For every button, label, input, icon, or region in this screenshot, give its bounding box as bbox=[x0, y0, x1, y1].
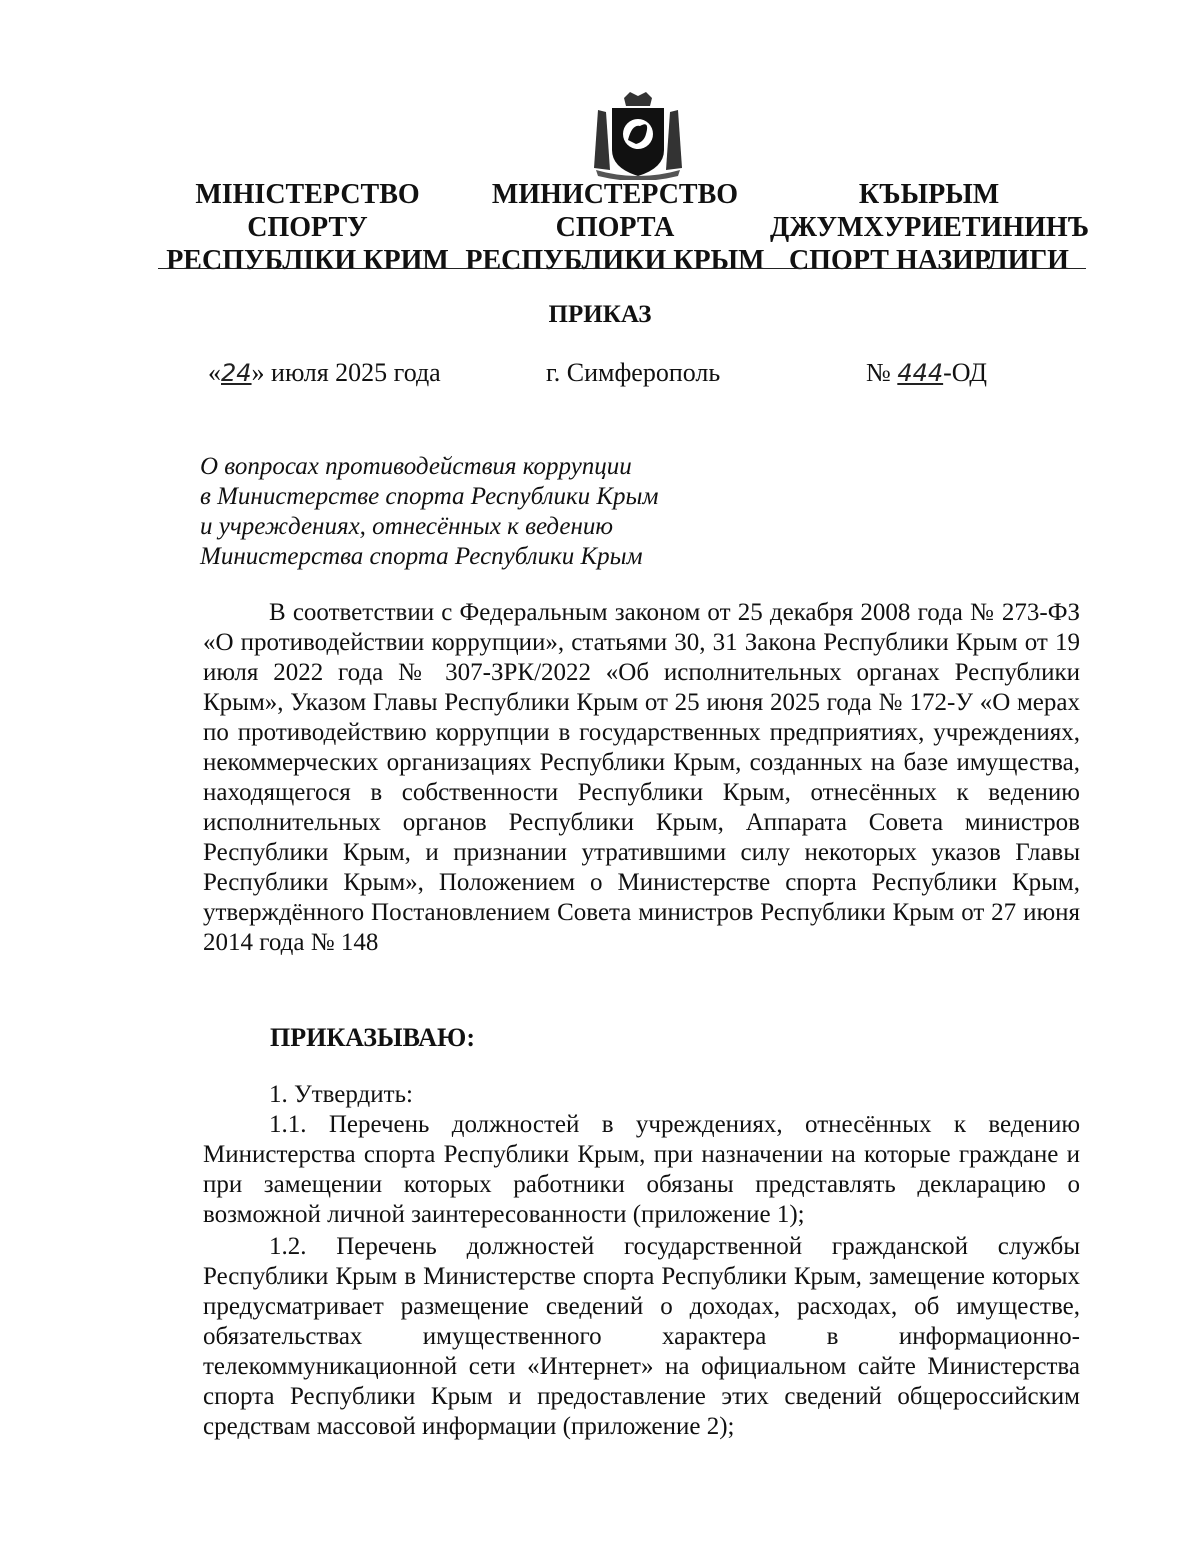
order-number-value: 444 bbox=[897, 359, 944, 387]
crimea-coat-of-arms-icon bbox=[588, 90, 688, 180]
header-divider bbox=[158, 268, 1086, 269]
subject-line: О вопросах противодействия коррупции bbox=[200, 453, 632, 480]
order-title: ПРИКАЗ bbox=[548, 301, 652, 328]
order-number-prefix: № bbox=[866, 358, 891, 387]
header-russian bbox=[465, 178, 765, 277]
order-number bbox=[866, 358, 987, 388]
header-russian-line: РЕСПУБЛИКИ КРЫМ bbox=[465, 245, 765, 276]
subject-line: в Министерстве спорта Республики Крым bbox=[200, 483, 659, 510]
order-day: 24 bbox=[221, 359, 252, 387]
header-ukrainian bbox=[160, 178, 455, 277]
header-crimean-tatar-line: ДЖУМХУРИЕТИНИНЪ bbox=[770, 212, 1090, 243]
header-crimean-tatar bbox=[770, 178, 1088, 277]
decree-heading: ПРИКАЗЫВАЮ: bbox=[270, 1023, 475, 1052]
header-russian-line: МИНИСТЕРСТВО bbox=[491, 179, 739, 210]
subject-line: Министерства спорта Республики Крым bbox=[200, 543, 643, 570]
order-date-suffix: июля 2025 года bbox=[271, 358, 441, 387]
header-ukrainian-line: СПОРТУ bbox=[247, 212, 368, 243]
item-1-1: 1.1. Перечень должностей в учреждениях, отнесённых к ведению Министерства спорта Республики Крым, при назначении на которые граждане и при замещении которых работники обязаны представлять декларацию о возможной личной заинтересованности (приложение 1); bbox=[203, 1111, 1080, 1228]
subject-line: и учреждениях, отнесённых к ведению bbox=[200, 513, 614, 540]
item-1-2: 1.2. Перечень должностей государственной гражданской службы Республики Крым в Министерстве спорта Республики Крым, замещение которых предусматривает размещение сведений о доходах, расходах, об имуществе, обязательствах имущественного характера в информационно-телекоммуникационной сети «Интернет» на официальном сайте Министерства спорта Республики Крым и предоставление этих сведений общероссийским средствам массовой информации (приложение 2); bbox=[203, 1233, 1080, 1440]
order-city: г. Симферополь bbox=[546, 358, 721, 387]
order-subject bbox=[200, 452, 658, 572]
header-ukrainian-line: МІНІСТЕРСТВО bbox=[195, 179, 420, 210]
header-crimean-tatar-line: СПОРТ НАЗИРЛИГИ bbox=[789, 245, 1069, 276]
preamble-paragraph: В соответствии с Федеральным законом от 25 декабря 2008 года № 273-ФЗ «О противодействии коррупции», статьями 30, 31 Закона Республики Крым от 19 июля 2022 года № 307-ЗРК/2022 «Об исполнительных органах Республики Крым», Указом Главы Республики Крым от 25 июня 2025 года № 172-У «О мерах по противодействию коррупции в государственных предприятиях, учреждениях, некоммерческих организациях Республики Крым, созданных на базе имущества, находящегося в собственности Республики Крым, отнесённых к ведению исполнительных органов Республики Крым, Аппарата Совета министров Республики Крым, и признании утратившими силу некоторых указов Главы Республики Крым», Положением о Министерстве спорта Республики Крым, утверждённого Постановлением Совета министров Республики Крым от 27 июня 2014 года № 148 bbox=[203, 599, 1080, 956]
header-russian-line: СПОРТА bbox=[555, 212, 675, 243]
item-1: 1. Утвердить: bbox=[269, 1081, 413, 1108]
order-number-suffix: -ОД bbox=[943, 358, 987, 387]
header-ukrainian-line: РЕСПУБЛІКИ КРИМ bbox=[166, 245, 449, 276]
header-crimean-tatar-line: КЪЫРЫМ bbox=[858, 179, 1000, 210]
order-date: «24» июля 2025 года bbox=[208, 358, 441, 387]
